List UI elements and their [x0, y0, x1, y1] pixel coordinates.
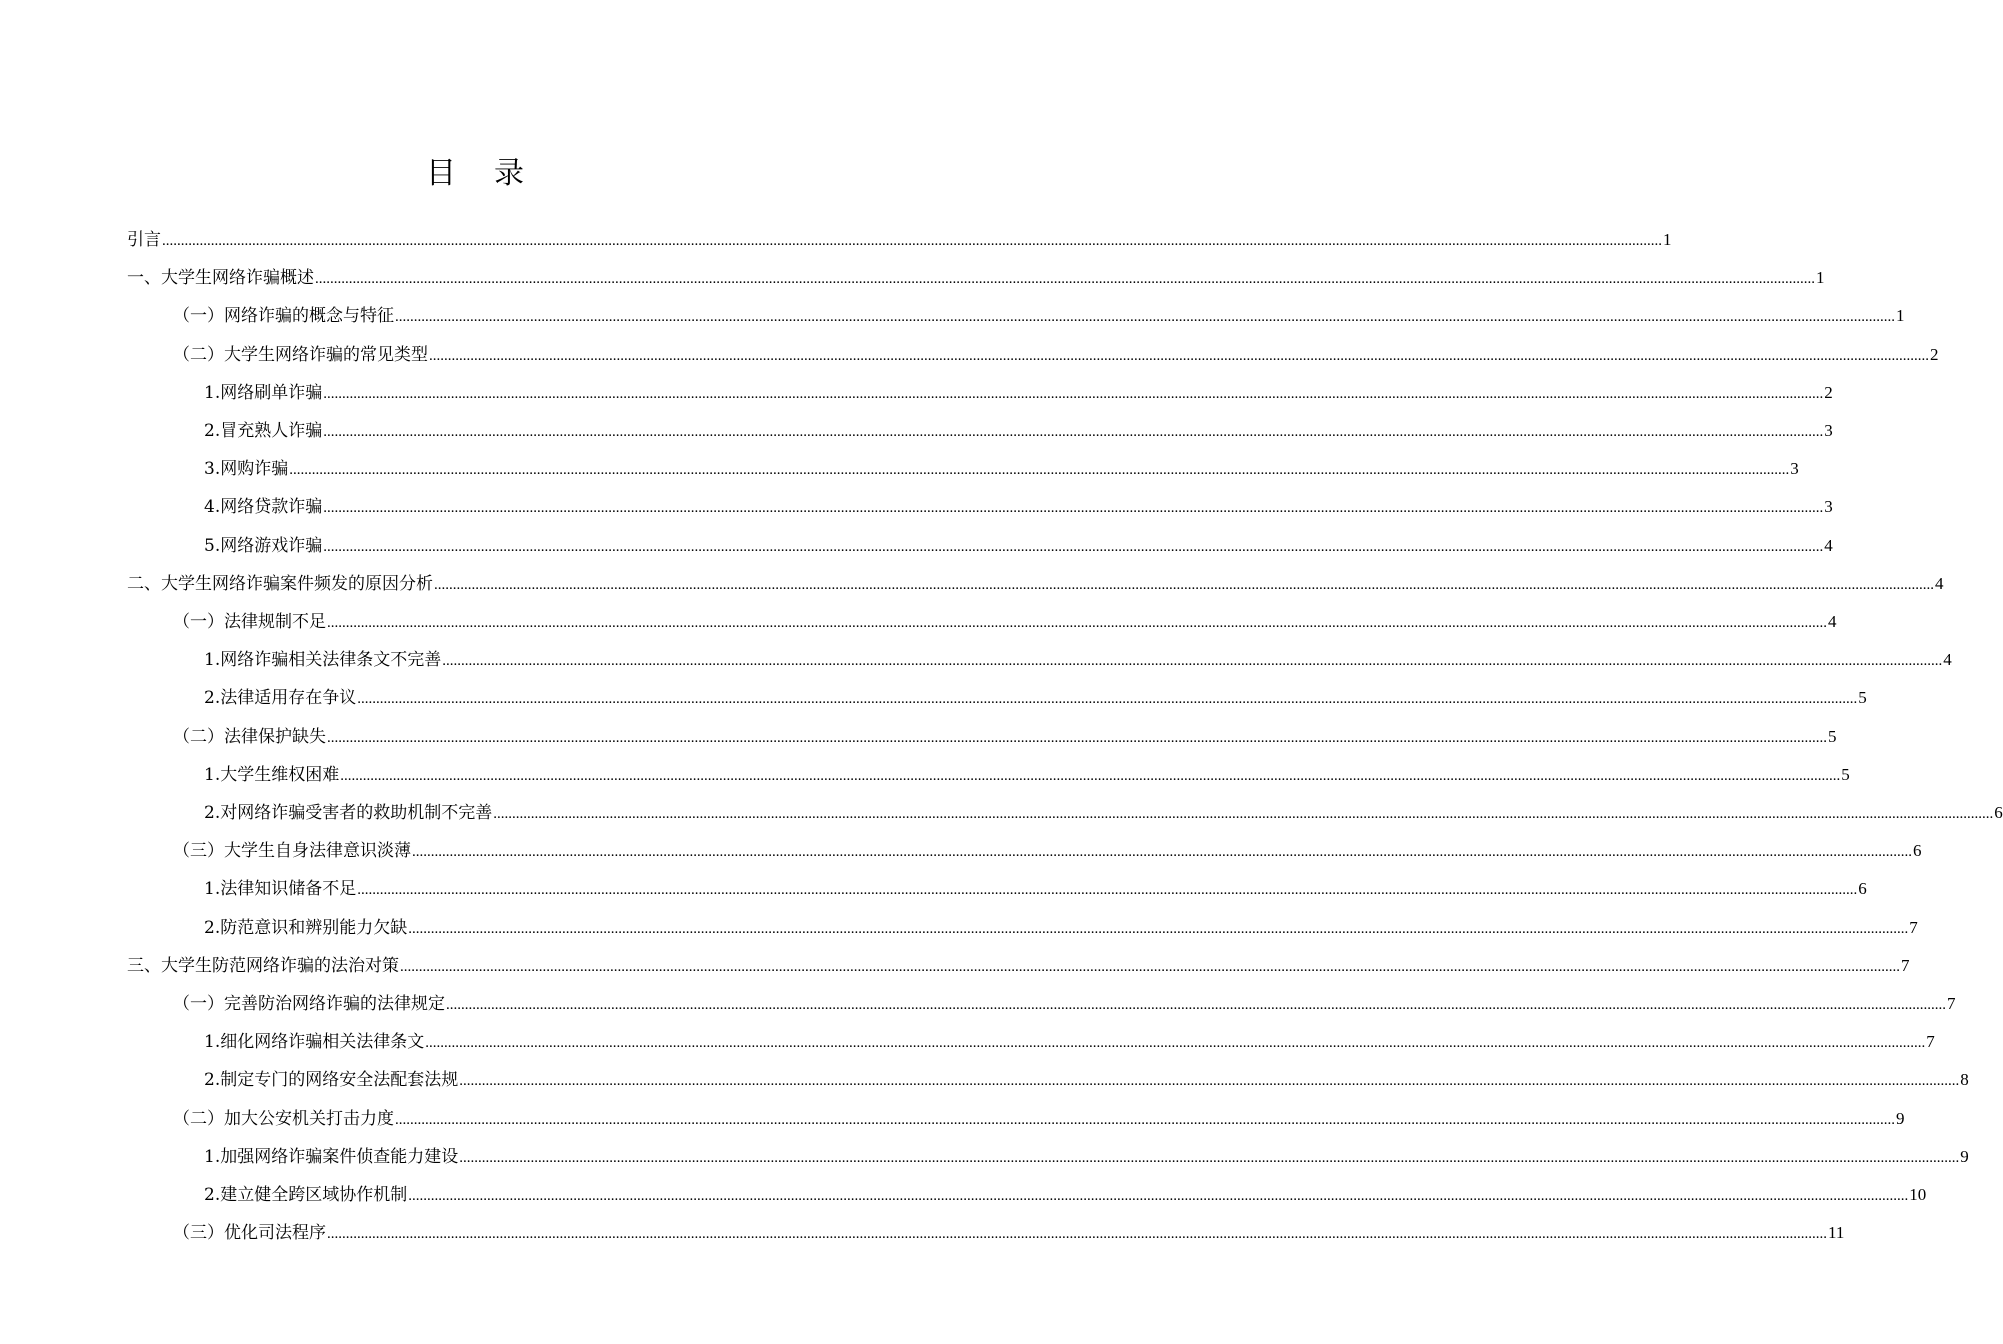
- toc-entry-page-number: 7: [1926, 1032, 1935, 1052]
- toc-entry-page-number: 4: [1824, 535, 1833, 555]
- toc-dot-leader: ................................................................................................................................................................................................................................................................................................................................................................................................................: [408, 1188, 1909, 1204]
- toc-entry[interactable]: [127, 951, 1910, 976]
- toc-entry-label: 网络游戏诈骗: [220, 535, 323, 556]
- toc-entry-number: 5.: [204, 535, 221, 556]
- toc-entry[interactable]: [173, 340, 1939, 365]
- toc-entry-number: （一）: [173, 994, 224, 1014]
- toc-dot-leader: ................................................................................................................................................................................................................................................................................................................................................................................................................: [340, 767, 1841, 784]
- toc-entry[interactable]: [173, 301, 1905, 327]
- toc-entry-label: 加大公安机关打击力度: [224, 1108, 394, 1129]
- toc-dot-leader: ................................................................................................................................................................................................................................................................................................................................................................................................................: [425, 1035, 1926, 1052]
- toc-entry-page-number: 2: [1824, 382, 1833, 402]
- toc-entry-number: 2.: [204, 1070, 221, 1091]
- toc-entry-page-number: 1: [1663, 230, 1672, 249]
- toc-entry-label: 法律知识储备不足: [220, 879, 357, 900]
- toc-entry[interactable]: [204, 1142, 1969, 1167]
- toc-dot-leader: ................................................................................................................................................................................................................................................................................................................................................................................................................: [459, 1149, 1960, 1166]
- toc-title-part2: 录: [494, 156, 524, 191]
- toc-entry[interactable]: [173, 722, 1837, 747]
- toc-entry-label: 网络诈骗的概念与特征: [224, 306, 394, 327]
- toc-entry[interactable]: [173, 1218, 1845, 1244]
- toc-entry-label: 防范意识和辨别能力欠缺: [220, 917, 408, 938]
- toc-title-part1: 目: [426, 156, 456, 191]
- toc-dot-leader: ................................................................................................................................................................................................................................................................................................................................................................................................................: [429, 347, 1929, 364]
- toc-dot-leader: ................................................................................................................................................................................................................................................................................................................................................................................................................: [323, 500, 1824, 517]
- toc-entry-number: （三）: [173, 841, 224, 862]
- toc-entry[interactable]: [204, 913, 1918, 938]
- toc-entry[interactable]: [127, 569, 1944, 594]
- toc-entry-label: 制定专门的网络安全法配套法规: [220, 1070, 459, 1091]
- toc-entry[interactable]: [204, 378, 1833, 403]
- toc-entry-label: 网络诈骗相关法律条文不完善: [220, 650, 442, 671]
- toc-entry-page-number: 2: [1930, 344, 1939, 364]
- toc-entry[interactable]: [173, 989, 1956, 1014]
- toc-entry-number: 1.: [204, 879, 221, 900]
- toc-entry[interactable]: [204, 1180, 1927, 1205]
- toc-entry[interactable]: [204, 1065, 1969, 1091]
- toc-dot-leader: ................................................................................................................................................................................................................................................................................................................................................................................................................: [323, 538, 1824, 555]
- toc-entry-number: 1.: [204, 650, 221, 671]
- toc-entry-label: 大学生防范网络诈骗的法治对策: [161, 955, 399, 976]
- toc-dot-leader: ................................................................................................................................................................................................................................................................................................................................................................................................................: [357, 691, 1858, 708]
- toc-entry-page-number: 7: [1947, 994, 1956, 1013]
- toc-entry-number: （二）: [173, 1108, 224, 1129]
- toc-entry-page-number: 7: [1909, 917, 1918, 937]
- toc-dot-leader: ................................................................................................................................................................................................................................................................................................................................................................................................................: [395, 1111, 1895, 1128]
- toc-dot-leader: ................................................................................................................................................................................................................................................................................................................................................................................................................: [459, 1073, 1960, 1090]
- toc-entry-label: 细化网络诈骗相关法律条文: [220, 1032, 425, 1053]
- toc-entry[interactable]: [173, 1104, 1905, 1129]
- toc-entry-page-number: 3: [1824, 497, 1833, 517]
- toc-entry[interactable]: [204, 798, 2003, 823]
- toc-dot-leader: ................................................................................................................................................................................................................................................................................................................................................................................................................: [323, 385, 1824, 402]
- toc-entry-label: 对网络诈骗受害者的救助机制不完善: [220, 803, 493, 823]
- toc-entry-page-number: 5: [1828, 726, 1837, 746]
- toc-entry[interactable]: [127, 263, 1825, 289]
- toc-entry-number: 2.: [204, 1185, 221, 1205]
- toc-entry-page-number: 5: [1858, 688, 1867, 708]
- toc-entry-label: 法律保护缺失: [224, 726, 326, 747]
- toc-dot-leader: ................................................................................................................................................................................................................................................................................................................................................................................................................: [446, 997, 1946, 1013]
- toc-dot-leader: ................................................................................................................................................................................................................................................................................................................................................................................................................: [323, 424, 1824, 440]
- toc-entry-number: （一）: [173, 612, 224, 632]
- toc-dot-leader: ................................................................................................................................................................................................................................................................................................................................................................................................................: [400, 958, 1900, 975]
- toc-entry-number: 2.: [204, 917, 221, 938]
- toc-entry-label: 大学生自身法律意识淡薄: [224, 841, 411, 862]
- toc-entry-number: 3.: [204, 459, 221, 480]
- toc-dot-leader: ................................................................................................................................................................................................................................................................................................................................................................................................................: [395, 309, 1895, 326]
- toc-entry-page-number: 4: [1828, 612, 1837, 631]
- toc-entry-label: 建立健全跨区域协作机制: [220, 1185, 408, 1205]
- toc-entry-label: 大学生维权困难: [220, 764, 340, 785]
- toc-entry-page-number: 6: [1994, 803, 2003, 822]
- toc-entry-number: （二）: [173, 344, 224, 365]
- toc-entry-label: 完善防治网络诈骗的法律规定: [224, 994, 445, 1014]
- toc-entry-page-number: 4: [1935, 573, 1944, 593]
- toc-entry-number: （二）: [173, 726, 224, 747]
- toc-entry[interactable]: [204, 645, 1952, 671]
- toc-entry-label: 大学生网络诈骗的常见类型: [224, 344, 428, 365]
- toc-dot-leader: ................................................................................................................................................................................................................................................................................................................................................................................................................: [357, 882, 1858, 899]
- toc-entry[interactable]: [204, 1027, 1935, 1053]
- toc-entry-number: 2.: [204, 803, 221, 823]
- toc-entry[interactable]: [173, 607, 1837, 632]
- toc-entry-page-number: 5: [1841, 764, 1850, 784]
- toc-entry-number: 二、: [127, 573, 161, 594]
- toc-entry-label: 引言: [127, 230, 161, 250]
- toc-entry-label: 优化司法程序: [224, 1223, 326, 1244]
- toc-entry[interactable]: [204, 454, 1799, 480]
- toc-entry-page-number: 9: [1896, 1108, 1905, 1128]
- toc-entry[interactable]: [204, 531, 1833, 556]
- toc-entry-page-number: 6: [1858, 879, 1867, 899]
- toc-dot-leader: ................................................................................................................................................................................................................................................................................................................................................................................................................: [412, 844, 1912, 861]
- toc-entry[interactable]: [204, 874, 1867, 900]
- toc-entry-page-number: 4: [1943, 650, 1952, 670]
- toc-entry[interactable]: [204, 492, 1833, 518]
- toc-entry-number: 2.: [204, 421, 221, 441]
- toc-entry-number: 1.: [204, 382, 221, 403]
- toc-dot-leader: ................................................................................................................................................................................................................................................................................................................................................................................................................: [434, 576, 1934, 593]
- toc-entry-number: 1.: [204, 1032, 221, 1053]
- toc-entry-number: （一）: [173, 306, 224, 327]
- toc-dot-leader: ................................................................................................................................................................................................................................................................................................................................................................................................................: [162, 233, 1662, 249]
- toc-entry-page-number: 3: [1790, 459, 1799, 479]
- toc-entry-label: 法律适用存在争议: [220, 688, 357, 709]
- toc-entry-label: 网络刷单诈骗: [220, 382, 323, 403]
- toc-entry-page-number: 3: [1824, 421, 1833, 440]
- toc-dot-leader: ................................................................................................................................................................................................................................................................................................................................................................................................................: [327, 1226, 1827, 1243]
- toc-entry[interactable]: [127, 225, 1672, 250]
- toc-entry-number: 2.: [204, 688, 221, 709]
- toc-entry-page-number: 1: [1896, 306, 1905, 326]
- toc-entry-label: 网络贷款诈骗: [220, 497, 323, 518]
- toc-entry-number: 1.: [204, 1146, 221, 1167]
- toc-dot-leader: ................................................................................................................................................................................................................................................................................................................................................................................................................: [408, 920, 1909, 937]
- toc-entry-label: 加强网络诈骗案件侦查能力建设: [220, 1146, 459, 1167]
- toc-title: [0, 148, 950, 192]
- toc-entry-page-number: 10: [1909, 1185, 1927, 1204]
- toc-entry-label: 大学生网络诈骗概述: [161, 268, 314, 289]
- toc-entry-number: 4.: [204, 497, 221, 518]
- toc-entry-page-number: 8: [1960, 1070, 1969, 1090]
- toc-entry-label: 网购诈骗: [220, 459, 289, 480]
- toc-entry-page-number: 9: [1960, 1146, 1969, 1166]
- toc-entry[interactable]: [173, 836, 1922, 862]
- toc-dot-leader: ................................................................................................................................................................................................................................................................................................................................................................................................................: [442, 653, 1943, 670]
- toc-entry-page-number: 6: [1913, 841, 1922, 861]
- toc-dot-leader: ................................................................................................................................................................................................................................................................................................................................................................................................................: [327, 615, 1827, 631]
- toc-dot-leader: ................................................................................................................................................................................................................................................................................................................................................................................................................: [315, 271, 1815, 288]
- toc-entry[interactable]: [204, 416, 1833, 441]
- toc-entry[interactable]: [204, 760, 1850, 785]
- toc-entry-page-number: 7: [1901, 955, 1910, 975]
- toc-entry-label: 冒充熟人诈骗: [220, 421, 323, 441]
- toc-entry-label: 法律规制不足: [224, 612, 326, 632]
- toc-dot-leader: ................................................................................................................................................................................................................................................................................................................................................................................................................: [289, 462, 1790, 479]
- toc-dot-leader: ................................................................................................................................................................................................................................................................................................................................................................................................................: [327, 729, 1827, 746]
- toc-entry-number: 一、: [127, 268, 161, 289]
- toc-entry-number: （三）: [173, 1223, 224, 1244]
- toc-entry-label: 大学生网络诈骗案件频发的原因分析: [161, 573, 433, 594]
- toc-entry-page-number: 11: [1828, 1223, 1845, 1243]
- toc-entry-number: 三、: [127, 955, 161, 976]
- toc-entry-number: 1.: [204, 764, 221, 785]
- toc-dot-leader: ................................................................................................................................................................................................................................................................................................................................................................................................................: [493, 806, 1994, 822]
- toc-entry-page-number: 1: [1816, 268, 1825, 288]
- toc-entry[interactable]: [204, 683, 1867, 709]
